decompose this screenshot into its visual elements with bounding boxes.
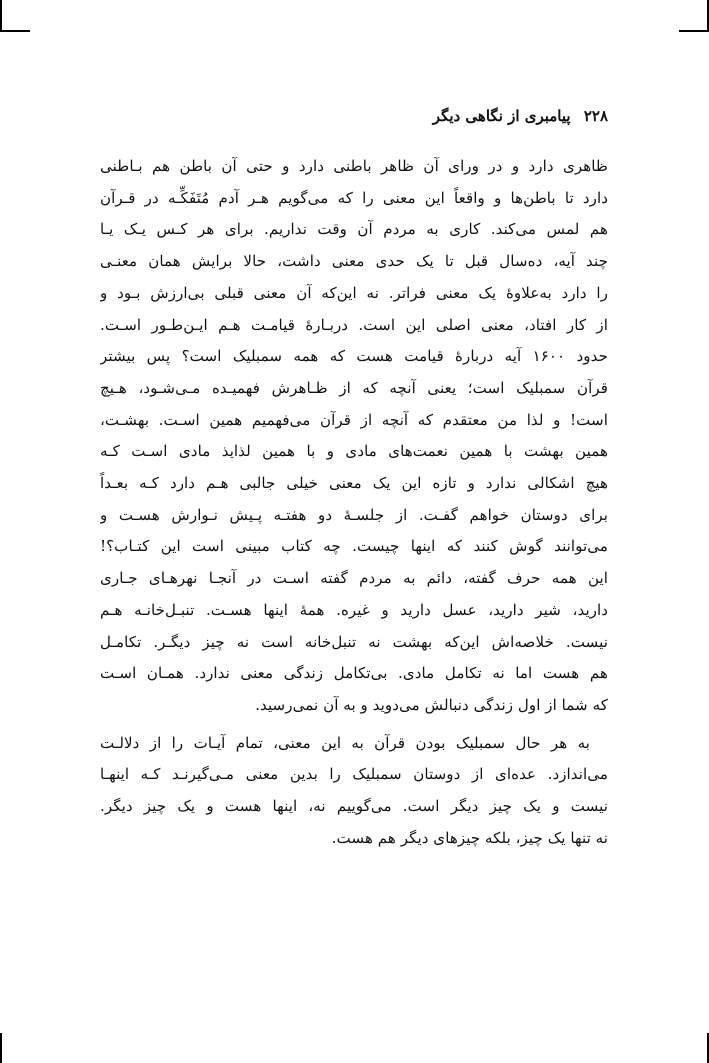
text-line: برای دوستان خواهم گفـت. از جلسـهٔ دو هفتـه پـیش نـوارش هسـت و [100, 505, 608, 524]
text-line: این همه حرف گفته، دائم به مردم گفته اسـت در آنجـا نهرهـای جـاری [100, 569, 608, 588]
text-line: دارید، شیر دارید، عسل دارید و غیره. همهٔ اینها هسـت. تنبـل‌خانـه هـم [100, 600, 608, 619]
text-line: حدود ۱۶۰۰ آیه دربارهٔ قیامت هست که همه سمبلیک است؟ پس بیشتر [100, 347, 608, 366]
text-line: که شما از اول زندگی دنبالش می‌دوید و به آن نمی‌رسید. [255, 695, 608, 714]
text-line: هم لمس می‌کند. کاری به مردم آن وقت نداریم. برای هر کـس یـک یـا [100, 220, 608, 239]
text-line: از کار افتاد، معنی اصلی این است. دربـارهٔ قیامـت هـم ایـن‌طـور اسـت. [100, 315, 608, 334]
text-line: قرآن سمبلیک است؛ یعنی آنچه که از ظـاهرش فهمیـده مـی‌شـود، هـیچ [100, 378, 608, 397]
text-line: را دارد به‌علاوهٔ یک معنی فراتر. نه این‌که آن معنی قبلی بی‌ارزش بـود و [100, 283, 608, 302]
text-line: هم هست اما نه تکامل مادی. بی‌تکامل زندگی معنی ندارد. همـان اسـت [100, 664, 608, 683]
text-line: همین بهشت با همین نعمت‌های مادی و با همین لذایذ مادی اسـت کـه [100, 442, 608, 461]
text-line: است! و لذا من معتقدم که آنچه از قرآن می‌فهمیم همین اسـت. بهشـت، [100, 410, 608, 429]
text-line: ظاهری دارد و در ورای آن ظاهر باطنی دارد و حتی آن باطن هم بـاطنی [100, 157, 608, 175]
book-page [100, 104, 608, 854]
text-line: نیست. خلاصه‌اش این‌که بهشت نه تنبل‌خانه است نه چیز دیگـر. تکامـل [100, 632, 608, 651]
paragraph-1 [100, 151, 608, 722]
text-line: نیست و یک چیز دیگر است. می‌گوییم نه، اینها هست و یک چیز دیگر. [100, 797, 608, 816]
page-number: ۲۲۸ [583, 107, 608, 125]
text-line: چند آیه، ده‌سال قبل تا یک حدی معنی داشت، حالا برایش همان معنـی [100, 252, 608, 271]
crop-mark-top-left-horizontal [0, 30, 30, 32]
text-line: می‌توانند گوش کنند که اینها چیست. چه کتاب مبینی است این کتـاب؟! [100, 537, 608, 556]
text-line: می‌اندازد. عده‌ای از دوستان سمبلیک را بدین معنی مـی‌گیرنـد کـه اینهـا [100, 765, 608, 784]
crop-mark-bottom-left-vertical [0, 1033, 2, 1063]
running-header [100, 104, 608, 128]
book-title: پیامبری از نگاهی دیگر [432, 107, 571, 125]
paragraph-2 [100, 728, 608, 855]
crop-mark-top-left-vertical [0, 0, 2, 30]
text-line: نه تنها یک چیز، بلکه چیزهای دیگر هم هست. [331, 828, 608, 847]
text-line: دارد تا باطن‌ها و واقعاً این معنی را که می‌گویم هـر آدم مُتَفَکِّـه در قـرآن [100, 188, 608, 207]
text-line: هیچ اشکالی ندارد و تازه این یک معنی خیلی جالبی هـم دارد کـه بعـداً [100, 474, 608, 493]
text-line: به هر حال سمبلیک بودن قرآن به این معنی، تمام آیـات را از دلالـت [100, 733, 590, 752]
crop-mark-top-right-horizontal [679, 30, 709, 32]
